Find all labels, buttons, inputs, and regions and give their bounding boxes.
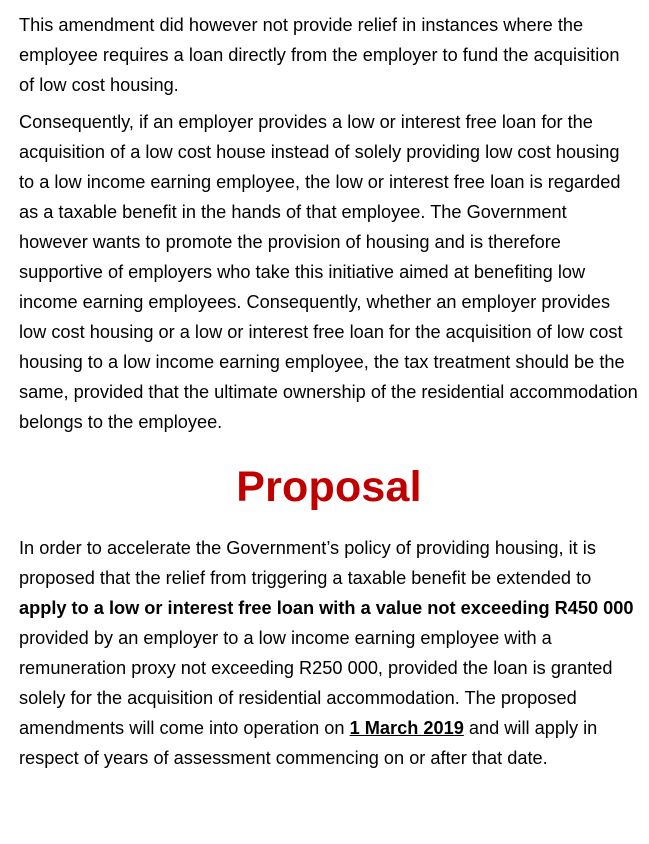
paragraph-consequently: Consequently, if an employer provides a low or interest free loan for the acquisition of a low cost house instead of solely providing low cost housing to a low income earning employee, the low or interest free loan is regarded as a taxable benefit in the hands of that employee. The Government however wants to promote the provision of housing and is therefore supportive of employers who take this initiative aimed at benefiting low income earning employees. Consequently, whether an employer provides low cost housing or a low or interest free loan for the acquisition of low cost housing to a low income earning employee, the tax treatment should be the same, provided that the ultimate ownership of the residential accommodation belongs to the employee. xyxy=(19,112,638,432)
paragraph-amendment: This amendment did however not provide relief in instances where the employee requires a loan directly from the employer to fund the acquisition of low cost housing. xyxy=(19,15,620,95)
proposal-bold-loan-limit: apply to a low or interest free loan with a value not exceeding R450 000 xyxy=(19,598,634,618)
proposal-effective-date: 1 March 2019 xyxy=(349,718,464,738)
proposal-text-part2: provided by an employer to a low income earning employee with a remuneration proxy not exceeding R250 000, provided the loan is granted solely for the acquisition of residential accommodation. The proposed amendments will come into operation on xyxy=(19,628,613,738)
section-heading-proposal: Proposal xyxy=(236,463,422,511)
proposal-text-part1: In order to accelerate the Government’s policy of providing housing, it is proposed that the relief from triggering a taxable benefit be extended to xyxy=(19,538,596,588)
document-body xyxy=(19,10,639,773)
proposal-text-part3: and will apply in respect of years of assessment commencing on or after that date. xyxy=(19,718,598,768)
paragraph-proposal xyxy=(19,533,639,773)
